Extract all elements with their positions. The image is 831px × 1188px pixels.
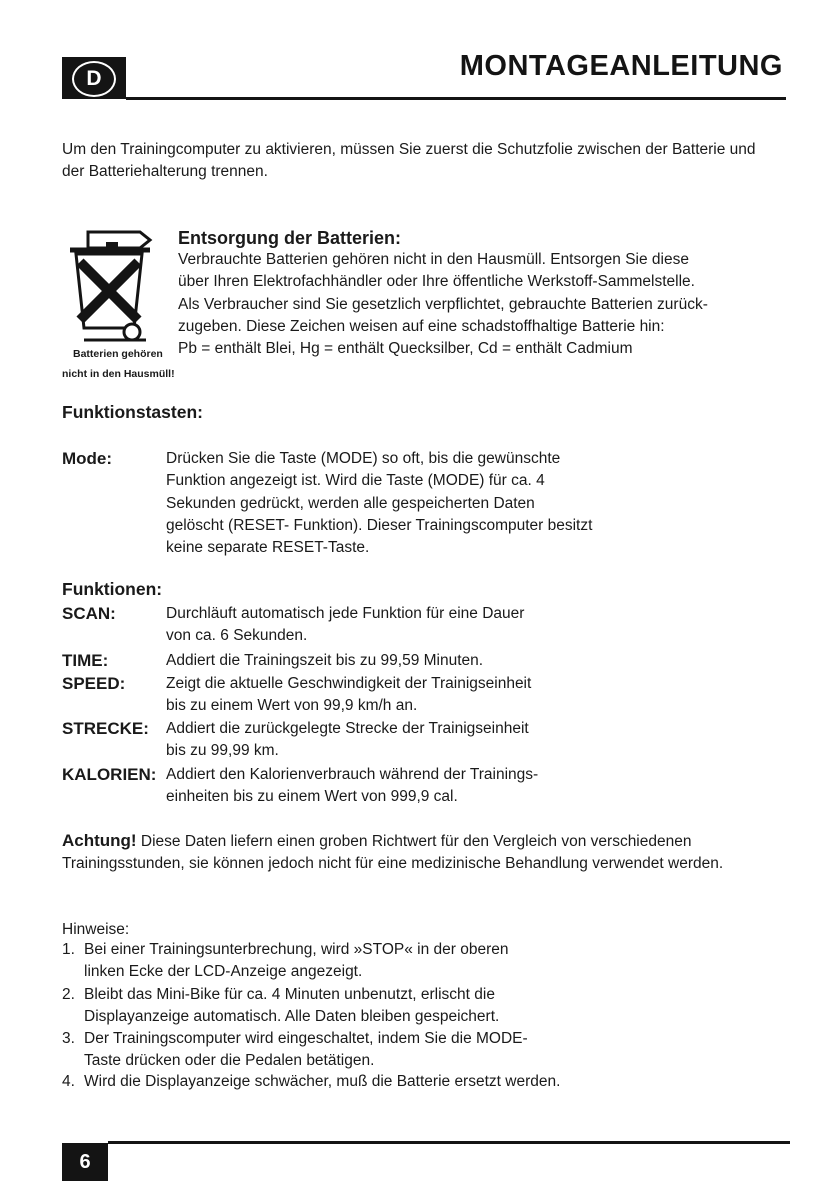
note-text xyxy=(84,939,684,983)
note-line: Displayanzeige automatisch. Alle Daten bleiben gespeichert. xyxy=(84,1008,500,1025)
function-line: Durchläuft automatisch jede Funktion für eine Dauer xyxy=(166,605,525,622)
note-line: linken Ecke der LCD-Anzeige angezeigt. xyxy=(84,963,363,980)
notes-heading: Hinweise: xyxy=(62,921,130,938)
function-description xyxy=(166,764,686,809)
header-divider xyxy=(126,97,786,100)
footer-divider xyxy=(108,1141,790,1144)
function-line: Addiert die zurückgelegte Strecke der Trainigseinheit xyxy=(166,720,529,737)
note-number: 4. xyxy=(62,1073,75,1090)
function-label: STRECKE: xyxy=(62,719,149,738)
mode-label: Mode: xyxy=(62,449,113,468)
note-line: Wird die Displayanzeige schwächer, muß die Batterie ersetzt werden. xyxy=(84,1073,561,1090)
disposal-line: über Ihren Elektrofachhändler oder Ihre öffentliche Werkstoff-Sammelstelle. xyxy=(178,273,695,291)
note-line: Bleibt das Mini-Bike für ca. 4 Minuten unbenutzt, erlischt die xyxy=(84,986,495,1003)
function-label: KALORIEN: xyxy=(62,765,157,784)
function-line: einheiten bis zu einem Wert von 999,9 cal. xyxy=(166,788,458,806)
function-line: Zeigt die aktuelle Geschwindigkeit der Trainigseinheit xyxy=(166,675,532,692)
disposal-heading: Entsorgung der Batterien: xyxy=(178,228,402,248)
function-line: Addiert die Trainingszeit bis zu 99,59 Minuten. xyxy=(166,652,484,669)
language-letter: D xyxy=(72,61,116,97)
disposal-line: zugeben. Diese Zeichen weisen auf eine schadstoffhaltige Batterie hin: xyxy=(178,317,665,335)
function-label: TIME: xyxy=(62,651,109,670)
bin-caption-line: Batterien gehören xyxy=(73,348,163,360)
function-label: SCAN: xyxy=(62,604,116,623)
functions-heading: Funktionen: xyxy=(62,579,163,599)
note-text xyxy=(84,984,684,1028)
crossed-out-bin-icon xyxy=(62,228,162,343)
note-text xyxy=(84,1071,684,1093)
intro-paragraph: Um den Trainingcomputer zu aktivieren, müssen Sie zuerst die Schutzfolie zwischen der Batterie und der Batteriehalterung trennen. xyxy=(62,141,756,180)
function-description xyxy=(166,603,686,648)
function-line: Addiert den Kalorienverbrauch während der Trainings- xyxy=(166,766,539,783)
note-text xyxy=(84,1028,684,1072)
note-line: Der Trainingscomputer wird eingeschaltet, indem Sie die MODE- xyxy=(84,1030,528,1047)
page-number: 6 xyxy=(62,1143,108,1181)
function-line: von ca. 6 Sekunden. xyxy=(166,627,308,645)
mode-description xyxy=(166,448,686,559)
note-line: Taste drücken oder die Pedalen betätigen. xyxy=(84,1052,375,1069)
mode-line: keine separate RESET-Taste. xyxy=(166,539,370,557)
note-number: 2. xyxy=(62,986,75,1003)
disposal-line: Pb = enthält Blei, Hg = enthält Quecksilber, Cd = enthält Cadmium xyxy=(178,340,633,358)
disposal-line: Als Verbraucher sind Sie gesetzlich verpflichtet, gebrauchte Batterien zurück- xyxy=(178,295,708,313)
function-description xyxy=(166,673,686,718)
function-line: bis zu 99,99 km. xyxy=(166,742,279,760)
function-description xyxy=(166,718,686,763)
note-line: Bei einer Trainingsunterbrechung, wird »STOP« in der oberen xyxy=(84,941,509,958)
mode-line: Funktion angezeigt ist. Wird die Taste (MODE) für ca. 4 xyxy=(166,472,545,490)
disposal-text xyxy=(178,249,788,360)
mode-line: Drücken Sie die Taste (MODE) so oft, bis die gewünschte xyxy=(166,450,561,467)
mode-line: Sekunden gedrückt, werden alle gespeicherten Daten xyxy=(166,494,535,512)
bin-caption xyxy=(62,344,182,384)
disposal-line: Verbrauchte Batterien gehören nicht in den Hausmüll. Entsorgen Sie diese xyxy=(178,251,689,268)
page-title: MONTAGEANLEITUNG xyxy=(459,50,783,82)
function-line: bis zu einem Wert von 99,9 km/h an. xyxy=(166,697,418,715)
language-badge xyxy=(62,57,126,99)
warning-text: Diese Daten liefern einen groben Richtwert für den Vergleich von verschiedenen Trainingsstunden, sie können jedoch nicht für eine medizinische Behandlung verwendet werden. xyxy=(62,833,724,872)
function-keys-heading: Funktionstasten: xyxy=(62,402,203,422)
function-label: SPEED: xyxy=(62,674,126,693)
note-number: 3. xyxy=(62,1030,75,1047)
warning-paragraph xyxy=(62,830,782,875)
note-number: 1. xyxy=(62,941,75,958)
function-description xyxy=(166,650,686,672)
mode-line: gelöscht (RESET- Funktion). Dieser Trainingscomputer besitzt xyxy=(166,516,593,534)
warning-label: Achtung! xyxy=(62,831,137,850)
bin-caption-line: nicht in den Hausmüll! xyxy=(62,368,175,380)
